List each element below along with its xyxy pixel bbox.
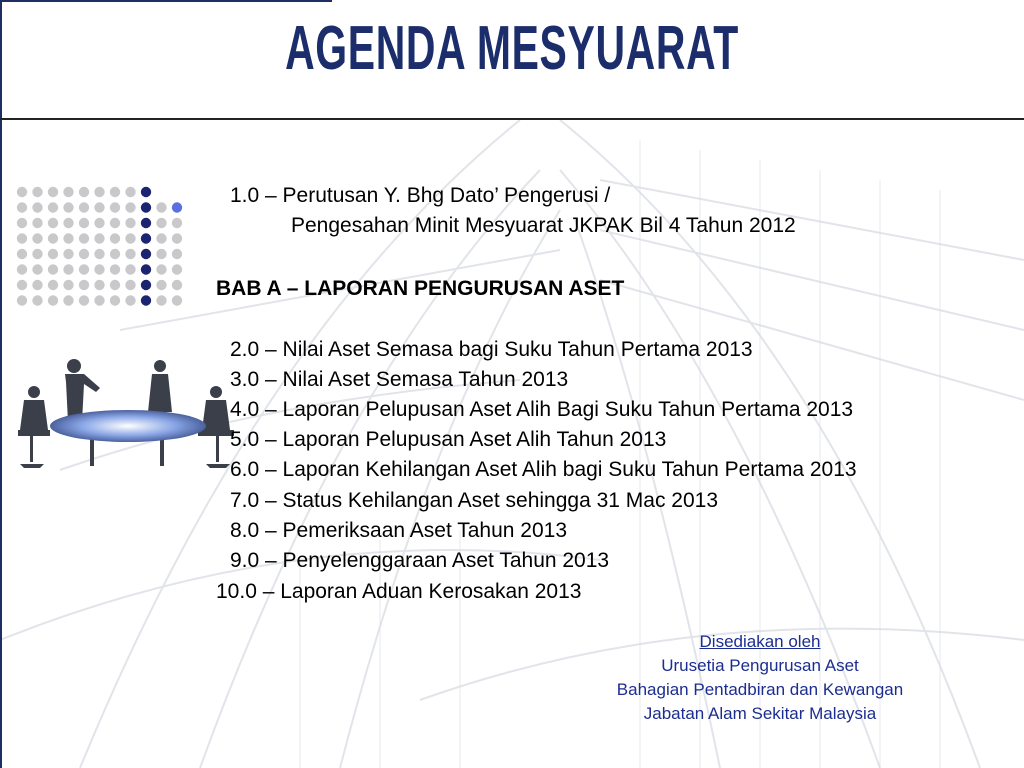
page-title: AGENDA MESYUARAT xyxy=(285,14,739,83)
agenda-item-1-line-2: Pengesahan Minit Mesyuarat JKPAK Bil 4 Tahun 2012 xyxy=(291,214,796,237)
agenda-item: 10.0 – Laporan Aduan Kerosakan 2013 xyxy=(216,580,582,603)
credits-division: Bahagian Pentadbiran dan Kewangan xyxy=(616,680,904,699)
agenda-item: 2.0 – Nilai Aset Semasa bagi Suku Tahun Pertama 2013 xyxy=(230,338,753,361)
agenda-item: 8.0 – Pemeriksaan Aset Tahun 2013 xyxy=(230,519,568,542)
credits-department: Jabatan Alam Sekitar Malaysia xyxy=(643,704,877,723)
credits-unit: Urusetia Pengurusan Aset xyxy=(661,656,859,675)
prepared-by-link[interactable]: Disediakan oleh xyxy=(699,632,821,651)
section-heading: BAB A – LAPORAN PENGURUSAN ASET xyxy=(216,277,625,300)
agenda-item: 6.0 – Laporan Kehilangan Aset Alih bagi Suku Tahun Pertama 2013 xyxy=(230,458,857,481)
agenda-item-1-line-1: 1.0 – Perutusan Y. Bhg Dato’ Pengerusi / xyxy=(230,184,611,207)
agenda-item: 3.0 – Nilai Aset Semasa Tahun 2013 xyxy=(230,368,569,391)
agenda-item: 7.0 – Status Kehilangan Aset sehingga 31 Mac 2013 xyxy=(230,489,719,512)
agenda-item: 4.0 – Laporan Pelupusan Aset Alih Bagi Suku Tahun Pertama 2013 xyxy=(230,398,854,421)
agenda-item: 5.0 – Laporan Pelupusan Aset Alih Tahun 2013 xyxy=(230,428,667,451)
agenda-item: 9.0 – Penyelenggaraan Aset Tahun 2013 xyxy=(230,549,610,572)
credits-block xyxy=(560,630,960,726)
